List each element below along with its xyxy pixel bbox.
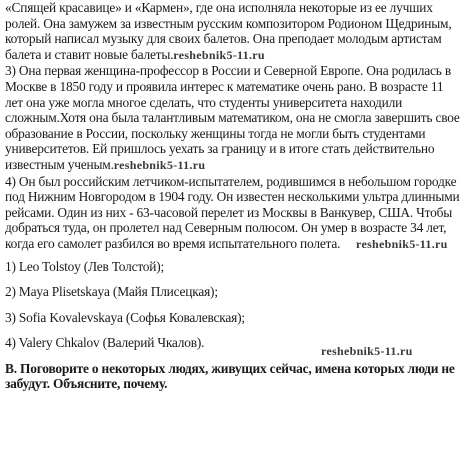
- watermark-1: reshebnik5-11.ru: [173, 47, 265, 62]
- answer-4: 4) Valery Chkalov (Валерий Чкалов).: [5, 335, 205, 351]
- watermark-2: reshebnik5-11.ru: [113, 157, 206, 172]
- paragraph-4-text: 4) Он был российским летчиком-испытателем, родившимся в небольшом городке под Нижним Новгородом в 1904 году. Он известен несколькими ультра длинными рейсами. Один из них - 63-часовой перелет из Москвы в Ванкувер, США. Чтобы добраться туда, он пролетел над Северным полюсом. Он умер в возрасте 34 лет, когда его самолет разбился во время испытательного полета.: [5, 173, 460, 251]
- watermark-3: reshebnik5-11.ru: [356, 236, 448, 251]
- answer-3: 3) Sofia Kovalevskaya (Софья Ковалевская);: [5, 309, 245, 325]
- paragraph-4: [5, 174, 463, 253]
- paragraph-intro-text: «Спящей красавице» и «Кармен», где она исполняла некоторые из ее лучших ролей. Она замужем за известным русским композитором Родионом Щедриным, который написал музыку для своих балетов. Она преподает молодым артистам балета и ставит новые балеты.: [5, 0, 452, 62]
- paragraph-3: [5, 63, 463, 173]
- watermark-4: reshebnik5-11.ru: [321, 344, 413, 358]
- paragraph-intro: [5, 0, 463, 63]
- task-b: B. Поговорите о некоторых людях, живущих сейчас, имена которых люди не забудут. Объясните, почему.: [5, 360, 455, 392]
- answer-1: 1) Leo Tolstoy (Лев Толстой);: [5, 258, 165, 274]
- paragraph-3-text: 3) Она первая женщина-профессор в России и Северной Европе. Она родилась в Москве в 1850 году и проявила интерес к математике очень рано. В возрасте 11 лет она уже могла многое сделать, что студенты университета находили сложным.Хотя она была талантливым математиком, она не смогла завершить свое образование в России, поскольку женщины тогда не могли быть студентами университетов. Ей пришлось уехать за границу и в итоге стать действительно известным ученым.: [5, 63, 460, 172]
- answer-2: 2) Maya Plisetskaya (Майя Плисецкая);: [5, 284, 218, 300]
- answers-list: [5, 259, 463, 351]
